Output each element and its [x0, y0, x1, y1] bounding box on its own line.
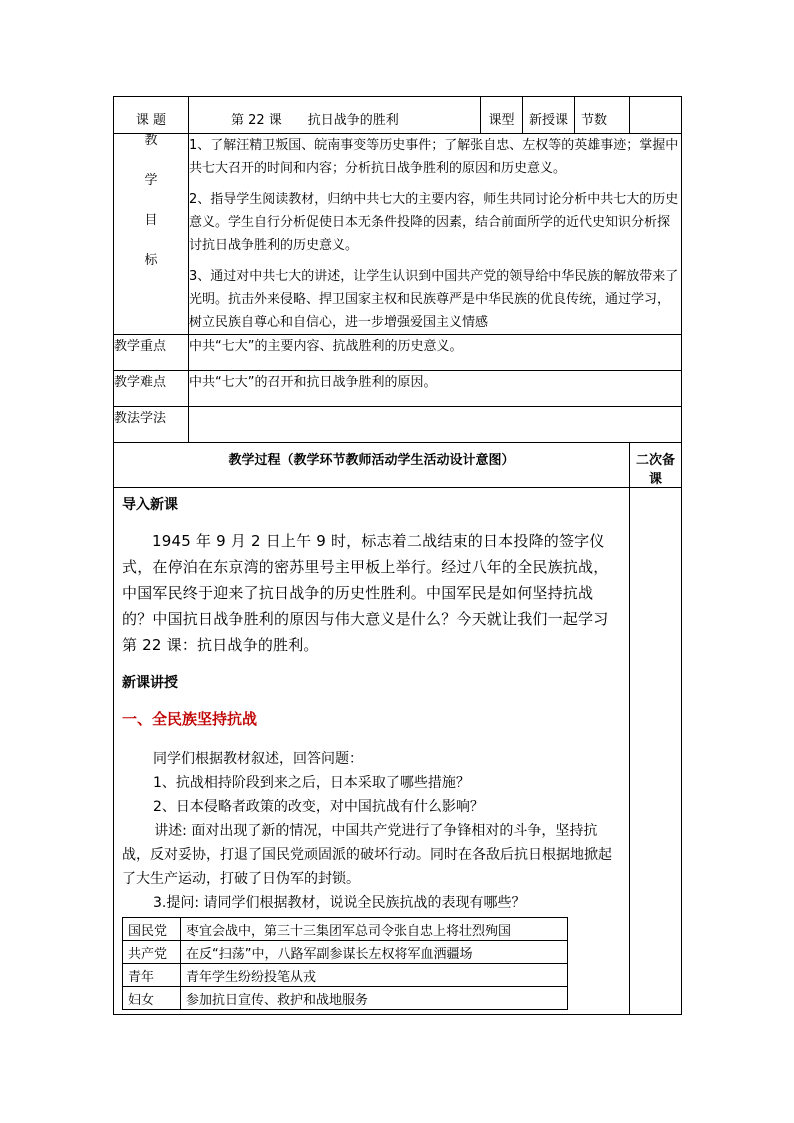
goals-label-char: 目 [144, 213, 158, 228]
prompt-text: 同学们根据教材叙述，回答问题： [153, 751, 363, 767]
hours-value-cell [630, 97, 682, 134]
method-text [189, 407, 682, 443]
type-label-cell [481, 97, 523, 134]
lesson-title: 第 22 课 抗日战争的胜利 [231, 112, 399, 128]
detail-cell: 在反“扫荡”中，八路军副参谋长左权将军血洒疆场 [181, 941, 568, 964]
goals-label-char: 标 [144, 253, 158, 268]
new-lesson-title: 新课讲授 [122, 675, 178, 691]
method-label: 教法学法 [114, 407, 189, 443]
key-point-label: 教学重点 [114, 335, 189, 371]
second-prep-cell [630, 488, 682, 1015]
detail-cell: 参加抗日宣传、救护和战地服务 [181, 987, 568, 1010]
goal-item: 1、了解汪精卫叛国、皖南事变等历史事件；了解张自忠、左权等的英雄事迹；掌握中共七大召开的时间和内容；分析抗日战争胜利的原因和历史意义。 [189, 138, 679, 176]
key-point-row [114, 335, 682, 371]
process-header: 教学过程（教学环节教师活动学生活动设计意图） [114, 443, 630, 488]
second-prep-header: 二次备课 [630, 443, 682, 488]
lecture-text: 讲述: 面对出现了新的情况，中国共产党进行了争锋相对的斗争，坚持抗战，反对妥协，打退了国民党顽固派的破坏行动。同时在各敌后抗日根据地掀起了大生产运动，打破了日伪军的封锁。 [122, 823, 612, 887]
group-cell: 共产党 [123, 941, 181, 964]
detail-cell: 青年学生纷纷投笔从戎 [181, 964, 568, 987]
table-row [123, 987, 568, 1010]
goal-item: 2、指导学生阅读教材，归纳中共七大的主要内容，师生共同讨论分析中共七大的历史意义。学生自行分析促使日本无条件投降的因素，结合前面所学的近代史知识分析探讨抗日战争胜利的历史意义。 [189, 192, 679, 253]
difficulty-row [114, 371, 682, 407]
method-row [114, 407, 682, 443]
type-label: 课型 [488, 112, 515, 128]
lesson-label-cell [114, 97, 189, 134]
process-body [114, 488, 630, 1015]
intro-text: 1945 年 9 月 2 日上午 9 时，标志着二战结束的日本投降的签字仪式，在停泊在东京湾的密苏里号主甲板上举行。经过八年的全民族抗战，中国军民终于迎来了抗日战争的历史性胜利。中国军民是如何坚持抗战的？中国抗日战争胜利的原因与伟大意义是什么？今天就让我们一起学习第 22 课：抗日战争的胜利。 [122, 532, 609, 654]
hours-value [630, 112, 681, 118]
resistance-table [122, 917, 568, 1010]
hours-label: 节数 [581, 112, 608, 128]
group-cell: 青年 [123, 964, 181, 987]
type-value-cell [523, 97, 575, 134]
lesson-label: 课 题 [135, 112, 167, 128]
goals-row [114, 134, 682, 335]
header-row [114, 97, 682, 134]
table-row [123, 964, 568, 987]
group-cell: 妇女 [123, 987, 181, 1010]
goals-label-char: 学 [144, 173, 158, 188]
section1-title: 一、全民族坚持抗战 [122, 710, 258, 728]
type-value: 新授课 [528, 112, 568, 128]
hours-label-cell [575, 97, 630, 134]
difficulty-label: 教学难点 [114, 371, 189, 407]
question-1: 1、抗战相持阶段到来之后，日本采取了哪些措施？ [153, 775, 470, 791]
goals-label-cell [114, 134, 189, 335]
process-body-row [114, 488, 682, 1015]
goals-text-cell [189, 134, 682, 335]
goal-item: 3、通过对中共七大的讲述，让学生认识到中国共产党的领导给中华民族的解放带来了光明。抗击外来侵略、捍卫国家主权和民族尊严是中华民族的优良传统，通过学习，树立民族自尊心和自信心，进一步增强爱国主义情感 [189, 269, 679, 330]
lesson-title-cell [189, 97, 481, 134]
table-row [123, 918, 568, 941]
process-header-row [114, 443, 682, 488]
intro-title: 导入新课 [122, 497, 178, 513]
lesson-plan-table [113, 96, 682, 1015]
table-row [123, 941, 568, 964]
key-point-text: 中共“七大”的主要内容、抗战胜利的历史意义。 [189, 335, 682, 371]
difficulty-text: 中共“七大”的召开和抗日战争胜利的原因。 [189, 371, 682, 407]
detail-cell: 枣宜会战中，第三十三集团军总司令张自忠上将壮烈殉国 [181, 918, 568, 941]
goals-label-char: 教 [144, 133, 158, 148]
question-3: 3.提问: 请同学们根据教材，说说全民族抗战的表现有哪些？ [153, 895, 526, 911]
group-cell: 国民党 [123, 918, 181, 941]
question-2: 2、日本侵略者政策的改变，对中国抗战有什么影响？ [153, 799, 484, 815]
